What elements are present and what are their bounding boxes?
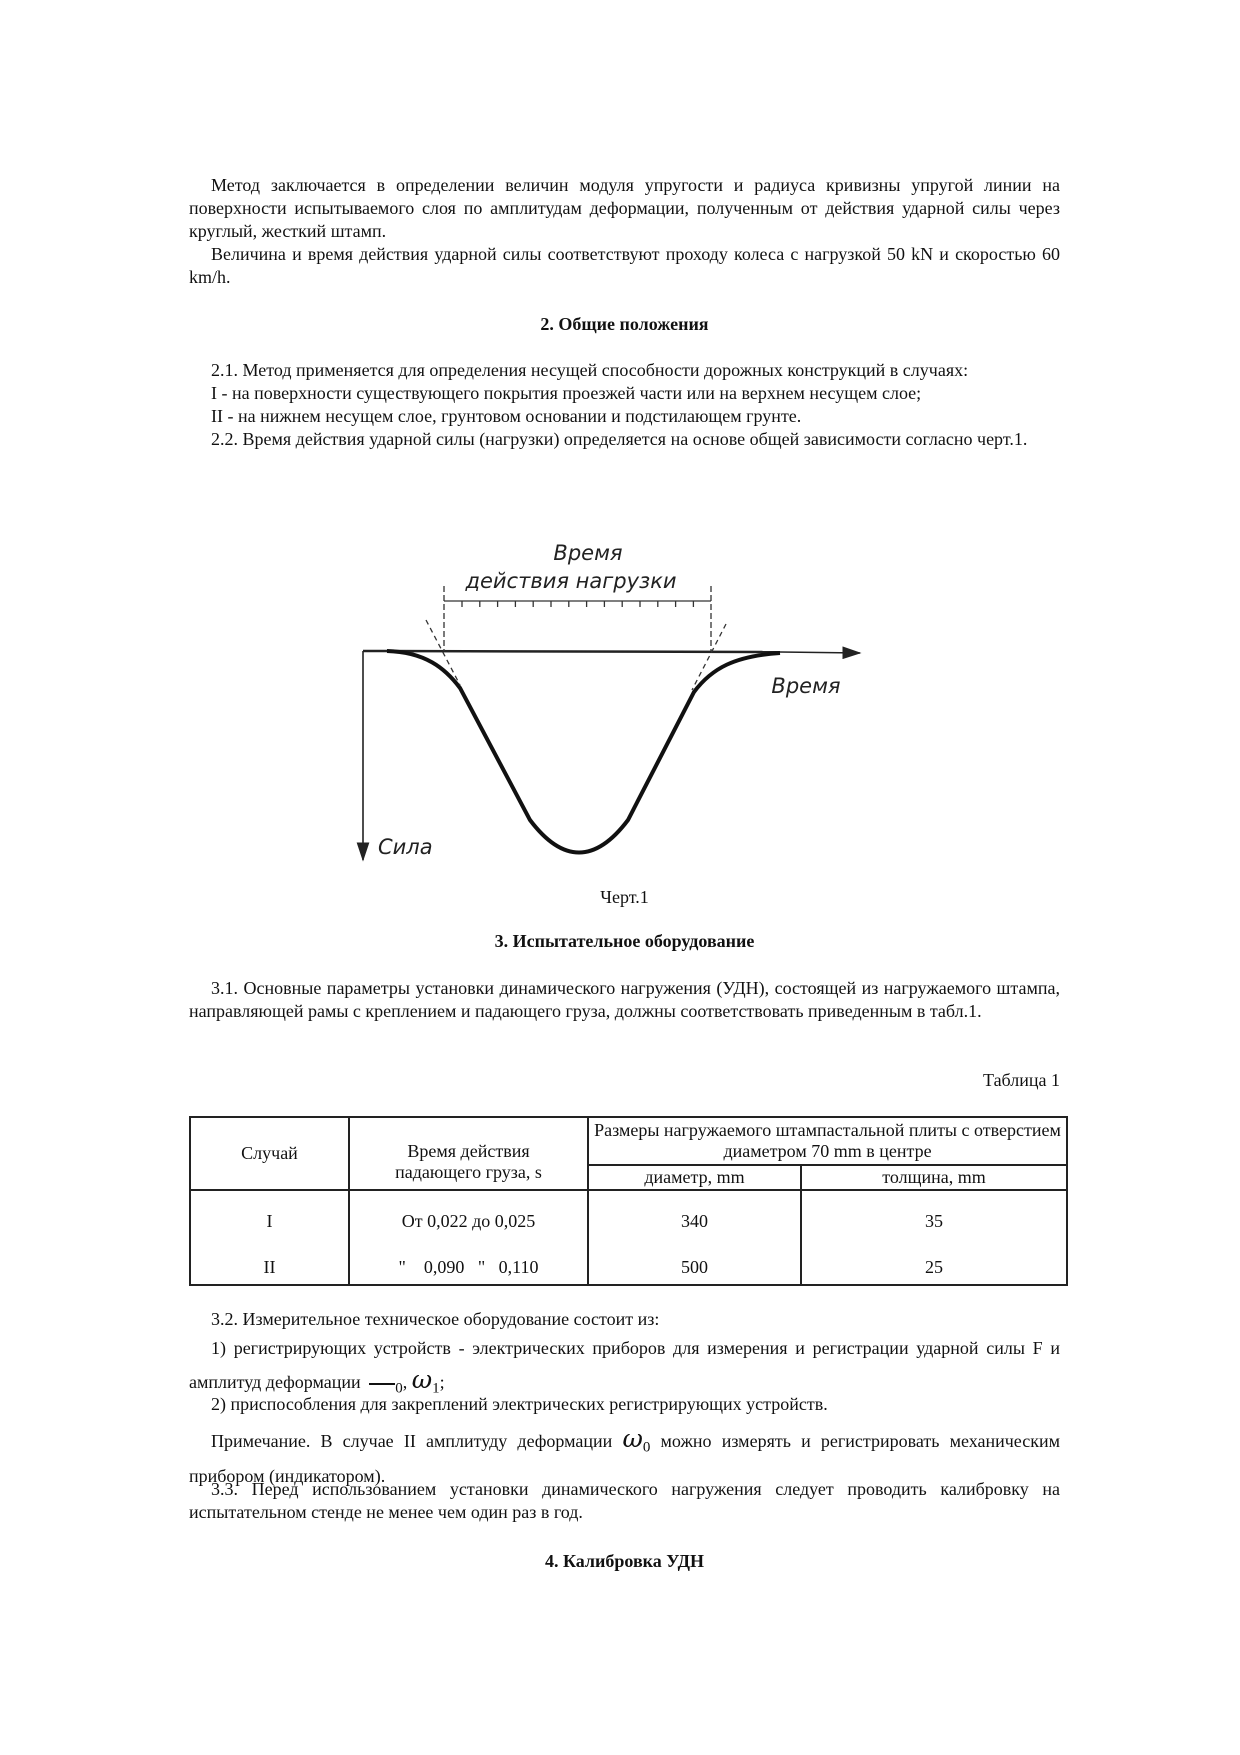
cell-case: II bbox=[190, 1251, 349, 1285]
header-case: Случай bbox=[190, 1117, 349, 1190]
section-4-heading: 4. Калибровка УДН bbox=[544, 1551, 705, 1571]
section-2-text bbox=[189, 359, 1060, 451]
note-text-b: можно измерять и регистрировать механическим прибором (индикатором). bbox=[189, 1431, 1060, 1486]
paragraph-item-2-text: 2) приспособления для закреплений электрических регистрирующих устройств. bbox=[211, 1394, 828, 1414]
time-axis-arrow bbox=[780, 652, 860, 653]
cell-time: От 0,022 до 0,025 bbox=[349, 1190, 588, 1251]
cell-time: " 0,090 " 0,110 bbox=[349, 1251, 588, 1285]
item-1-text: 1) регистрирующих устройств - электрических приборов для измерения и регистрации ударной силы F и амплитуд деформации bbox=[189, 1338, 1060, 1392]
paragraph-item-1-text: 1) регистрирующих устройств - электрических приборов для измерения и регистрации ударной силы F и амплитуд деформации $_0$, $\omega_1$; bbox=[189, 1338, 1060, 1397]
subscript-0: 0 bbox=[642, 1439, 651, 1456]
table-row bbox=[190, 1251, 1067, 1285]
note-text-a: Примечание. В случае II амплитуду деформации bbox=[211, 1431, 613, 1451]
omega-symbol: ω bbox=[411, 1365, 433, 1394]
omega-symbol: ω bbox=[622, 1424, 643, 1453]
figure-caption: Черт.1 bbox=[600, 887, 649, 907]
y-axis-label: Сила bbox=[378, 835, 433, 859]
cell-thickness: 35 bbox=[801, 1190, 1067, 1251]
cell-diameter: 340 bbox=[588, 1190, 801, 1251]
section-3-text bbox=[189, 977, 1060, 1023]
cell-diameter: 500 bbox=[588, 1251, 801, 1285]
section-2-heading: 2. Общие положения bbox=[540, 314, 709, 334]
header-plate-size: Размеры нагружаемого штампастальной плиты с отверстием диаметром 70 mm в центре bbox=[588, 1117, 1067, 1165]
paragraph-case-2: II - на нижнем несущем слое, грунтовом основании и подстилающем грунте. bbox=[211, 406, 802, 426]
paragraph-2-2: 2.2. Время действия ударной силы (нагрузки) определяется на основе общей зависимости согласно черт.1. bbox=[211, 429, 1028, 449]
section-3-heading: 3. Испытательное оборудование bbox=[494, 931, 755, 951]
x-axis-label: Время bbox=[771, 674, 841, 698]
paragraph-3-2-text: 3.2. Измерительное техническое оборудование состоит из: bbox=[211, 1309, 660, 1329]
paragraph-item-2 bbox=[189, 1393, 1060, 1416]
paragraph-3-3 bbox=[189, 1478, 1060, 1524]
equipment-table bbox=[189, 1116, 1068, 1286]
intro-text bbox=[189, 174, 1060, 289]
paragraph-3-1: 3.1. Основные параметры установки динамического нагружения (УДН), состоящей из нагружаемого штампа, направляющей рамы с креплением и падающего груза, должны соответствовать приведенным в табл.1. bbox=[189, 978, 1060, 1021]
label-load-duration: действия нагрузки bbox=[465, 569, 677, 593]
header-time: Время действия падающего груза, s bbox=[349, 1117, 588, 1190]
force-curve bbox=[387, 651, 780, 853]
paragraph-2-1: 2.1. Метод применяется для определения несущей способности дорожных конструкций в случаях: bbox=[211, 360, 969, 380]
table-row bbox=[190, 1190, 1067, 1251]
load-time-diagram bbox=[340, 520, 900, 870]
label-time-top: Время bbox=[553, 541, 623, 565]
paragraph-case-1: I - на поверхности существующего покрытия проезжей части или на верхнем несущем слое; bbox=[211, 383, 922, 403]
left-tangent-line bbox=[426, 620, 460, 685]
header-thickness: толщина, mm bbox=[801, 1165, 1067, 1190]
subscript-0: 0 bbox=[395, 1380, 403, 1397]
cell-thickness: 25 bbox=[801, 1251, 1067, 1285]
table-label: Таблица 1 bbox=[983, 1070, 1060, 1090]
duration-ticks bbox=[462, 601, 693, 607]
omega-dash-symbol bbox=[369, 1383, 395, 1385]
intro-paragraph-2: Величина и время действия ударной силы соответствуют проходу колеса с нагрузкой 50 kN и скоростью 60 km/h. bbox=[189, 244, 1060, 287]
right-tangent-line bbox=[692, 624, 726, 690]
time-axis bbox=[363, 651, 780, 652]
item-1-end: ; bbox=[439, 1372, 445, 1392]
paragraph-3-2 bbox=[189, 1308, 1060, 1331]
header-diameter: диаметр, mm bbox=[588, 1165, 801, 1190]
intro-paragraph-1: Метод заключается в определении величин модуля упругости и радиуса кривизны упругой линии на поверхности испытываемого слоя по амплитудам деформации, полученным от действия ударной силы через круглый, жесткий штамп. bbox=[189, 175, 1060, 241]
cell-case: I bbox=[190, 1190, 349, 1251]
subscript-1: 1 bbox=[432, 1380, 440, 1397]
paragraph-3-3-text: 3.3. Перед использованием установки динамического нагружения следует проводить калибровку на испытательном стенде не менее чем один раз в год. bbox=[189, 1479, 1060, 1522]
